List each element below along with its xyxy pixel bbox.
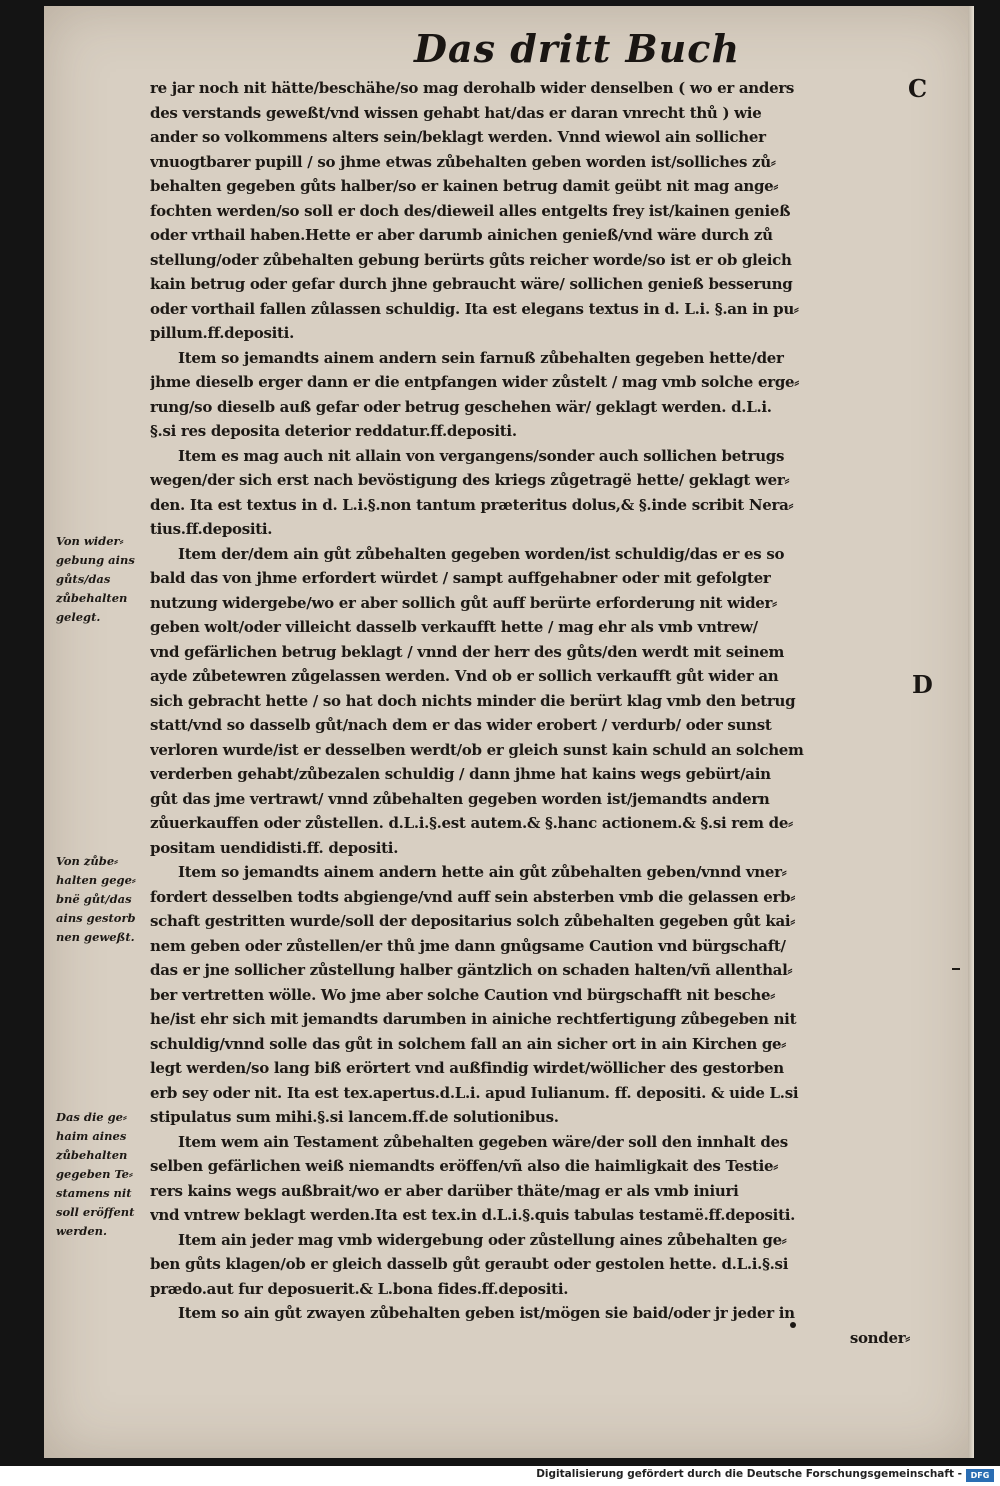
text-line: statt/vnd so dasselb gůt/nach dem er das wider erobert / verdurb/ oder sunst: [150, 716, 772, 734]
funding-credit: Digitalisierung gefördert durch die Deutsche Forschungsgemeinschaft -: [536, 1468, 962, 1480]
marginal-note-line: nen geweßt.: [56, 930, 135, 944]
text-line: den. Ita est textus in d. L.i.§.non tantum præteritus dolus,& §.inde scribit Nera⸗: [150, 495, 794, 514]
text-line: des verstands geweßt/vnd wissen gehabt hat/das er daran vnrecht thů ) wie: [150, 103, 762, 122]
marginal-note-line: zůbehalten: [56, 1148, 128, 1162]
text-line: schaft gestritten wurde/soll der depositarius solch zůbehalten gegeben gůt kai⸗: [150, 912, 795, 930]
text-line: positam uendidisti.ff. depositi.: [150, 838, 399, 857]
text-line: pillum.ff.depositi.: [150, 324, 294, 342]
text-line: geben wolt/oder villeicht dasselb verkaufft hette / mag ehr als vmb vntrew/: [150, 618, 758, 636]
text-line: wegen/der sich erst nach bevöstigung des kriegs zůgetragë hette/ geklagt wer⸗: [150, 471, 790, 489]
text-line: vnd gefärlichen betrug beklagt / vnnd der herr des gůts/den werdt mit seinem: [150, 642, 785, 661]
signature-mark-c: C: [908, 74, 928, 103]
text-line: legt werden/so lang biß erörtert vnd außfindig wirdet/wöllicher des gestorben: [150, 1059, 784, 1077]
text-line: bald das von jhme erfordert würdet / sampt auffgehabner oder mit gefolgter: [150, 569, 771, 587]
text-line: rers kains wegs außbrait/wo er aber darüber thäte/mag er als vmb iniuri: [150, 1181, 739, 1200]
marginal-note-line: zůbehalten: [56, 591, 128, 605]
text-line: sich gebracht hette / so hat doch nichts minder die berürt klag vmb den betrug: [150, 691, 796, 710]
text-line: fordert desselben todts abgienge/vnd auff sein absterben vmb die gelassen erb⸗: [150, 887, 796, 906]
ink-dot: [790, 1322, 796, 1328]
marginal-note-line: halten gege⸗: [56, 873, 136, 887]
paragraph-start-line: Item wem ain Testament zůbehalten gegeben wäre/der soll den innhalt des: [178, 1132, 788, 1151]
marginal-note-line: bnë gůt/das: [56, 892, 132, 906]
text-line: stipulatus sum mihi.§.si lancem.ff.de solutionibus.: [150, 1108, 559, 1126]
paragraph-start-line: Item ain jeder mag vmb widergebung oder zůstellung aines zůbehalten ge⸗: [178, 1230, 787, 1249]
ink-dash: [952, 968, 960, 970]
text-line: behalten gegeben gůts halber/so er kainen betrug damit geübt nit mag ange⸗: [150, 177, 779, 195]
marginal-note-line: haim aines: [56, 1129, 127, 1143]
page-edge: [968, 6, 974, 1458]
text-line: re jar noch nit hätte/beschähe/so mag derohalb wider denselben ( wo er anders: [150, 79, 795, 97]
dfg-logo: DFG: [966, 1469, 994, 1482]
text-line: nutzung widergebe/wo er aber sollich gůt auff berürte erforderung nit wider⸗: [150, 593, 777, 612]
marginal-note-line: gelegt.: [56, 610, 101, 624]
marginal-note-line: Von zůbe⸗: [56, 854, 118, 868]
text-line: tius.ff.depositi.: [150, 520, 273, 538]
catchword-line: sonder⸗: [849, 1328, 910, 1347]
paragraph-start-line: Item es mag auch nit allain von vergangens/sonder auch sollichen betrugs: [178, 446, 785, 465]
marginal-note-line: soll eröffent: [56, 1205, 135, 1219]
marginal-note-line: stamens nit: [56, 1186, 132, 1200]
text-line: he/ist ehr sich mit jemandts darumben in ainiche rechtfertigung zůbegeben nit: [150, 1010, 797, 1028]
text-line: jhme dieselb erger dann er die entpfangen wider zůstelt / mag vmb solche erge⸗: [150, 373, 799, 391]
text-line: kain betrug oder gefar durch jhne gebraucht wäre/ sollichen genieß besserung: [150, 275, 793, 293]
marginal-note-line: Von wider⸗: [56, 534, 124, 548]
text-line: erb sey oder nit. Ita est tex.apertus.d.L.i. apud Iulianum. ff. depositi. & uide L.si: [150, 1083, 799, 1102]
text-line: fochten werden/so soll er doch des/dieweil alles entgelts frey ist/kainen genieß: [150, 201, 791, 220]
text-line: gůt das jme vertrawt/ vnnd zůbehalten gegeben worden ist/jemandts andern: [150, 789, 770, 808]
marginal-note-line: ains gestorb: [56, 911, 136, 925]
main-text-block: [150, 76, 910, 1350]
text-line: oder vrthail haben.Hette er aber darumb ainichen genieß/vnd wäre durch zů: [150, 226, 773, 244]
text-line: ander so volkommens alters sein/beklagt werden. Vnnd wiewol ain sollicher: [150, 128, 766, 146]
digitization-footer: [0, 1466, 1000, 1486]
text-line: vnd vntrew beklagt werden.Ita est tex.in d.L.i.§.quis tabulas testamë.ff.depositi.: [150, 1206, 796, 1224]
text-line: ber vertretten wölle. Wo jme aber solche Caution vnd bürgschafft nit besche⸗: [150, 985, 775, 1004]
text-line: verloren wurde/ist er desselben werdt/ob er gleich sunst kain schuld an solchem: [150, 740, 804, 759]
marginal-note-line: werden.: [56, 1224, 107, 1238]
marginal-note-line: gegeben Te⸗: [56, 1167, 133, 1181]
text-line: selben gefärlichen weiß niemandts eröffen/vñ also die haimligkait des Testie⸗: [150, 1157, 778, 1175]
text-line: vnuogtbarer pupill / so jhme etwas zůbehalten geben worden ist/solliches zů⸗: [150, 152, 776, 171]
text-line: oder vorthail fallen zůlassen schuldig. Ita est elegans textus in d. L.i. §.an in pu⸗: [150, 299, 799, 318]
text-line: ben gůts klagen/ob er gleich dasselb gůt geraubt oder gestolen hette. d.L.i.§.si: [150, 1255, 789, 1273]
text-line: das er jne sollicher zůstellung halber gäntzlich on schaden halten/vñ allenthal⸗: [150, 961, 793, 979]
paragraph-start-line: Item so ain gůt zwayen zůbehalten geben ist/mögen sie baid/oder jr jeder in: [178, 1304, 795, 1322]
text-line: verderben gehabt/zůbezalen schuldig / dann jhme hat kains wegs gebürt/ain: [150, 765, 771, 783]
marginal-note-testament: [56, 1108, 156, 1241]
running-header: Das dritt Buch: [414, 26, 741, 71]
text-line: rung/so dieselb auß gefar oder betrug geschehen wär/ geklagt werden. d.L.i.: [150, 397, 772, 416]
marginal-note-line: gůts/das: [56, 572, 111, 586]
marginal-note-line: Das die ge⸗: [56, 1110, 127, 1124]
text-line: zůuerkauffen oder zůstellen. d.L.i.§.est autem.& §.hanc actionem.& §.si rem de⸗: [150, 814, 793, 832]
text-line: §.si res deposita deterior reddatur.ff.depositi.: [150, 422, 517, 440]
text-line: nem geben oder zůstellen/er thů jme dann gnůgsame Caution vnd bürgschaft/: [150, 936, 786, 955]
text-line: schuldig/vnnd solle das gůt in solchem fall an ain sicher ort in ain Kirchen ge⸗: [150, 1034, 787, 1053]
text-line: ayde zůbetewren zůgelassen werden. Vnd ob er sollich verkaufft gůt wider an: [150, 667, 779, 685]
marginal-note-restitution: [56, 532, 156, 627]
paragraph-start-line: Item so jemandts ainem andern hette ain gůt zůbehalten geben/vnnd vner⸗: [178, 863, 787, 881]
text-line: prædo.aut fur deposuerit.& L.bona fides.ff.depositi.: [150, 1279, 569, 1298]
paragraph-start-line: Item so jemandts ainem andern sein farnuß zůbehalten gegeben hette/der: [178, 348, 784, 367]
paragraph-start-line: Item der/dem ain gůt zůbehalten gegeben worden/ist schuldig/das er es so: [178, 544, 785, 563]
marginal-note-deceased-depositor: [56, 852, 156, 947]
marginal-note-line: gebung ains: [56, 553, 135, 567]
text-line: stellung/oder zůbehalten gebung berürts gůts reicher worde/so ist er ob gleich: [150, 250, 792, 269]
signature-mark-d: D: [912, 670, 933, 699]
